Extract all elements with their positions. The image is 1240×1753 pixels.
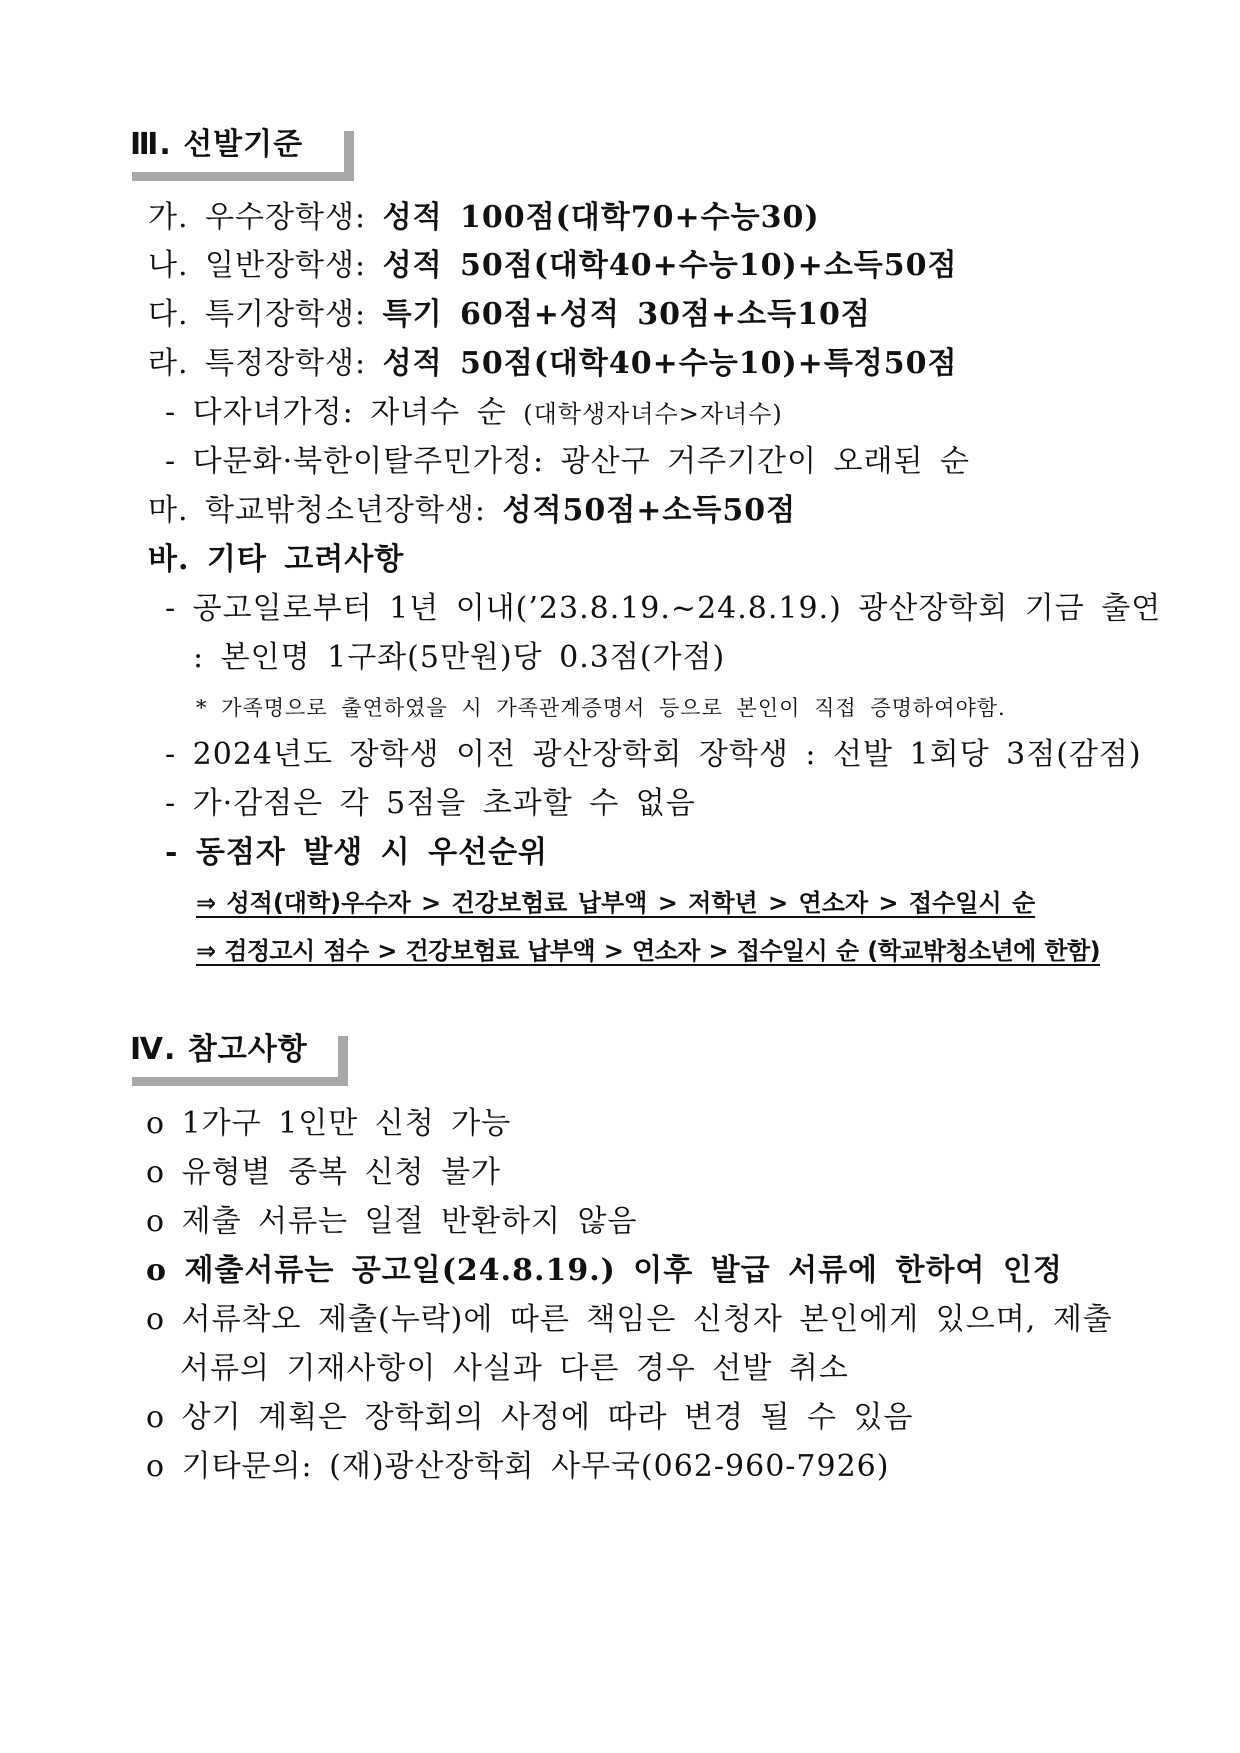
criteria-d (148, 344, 958, 384)
criteria-b-value: 성적 50점(대학40+수능10)+소득50점 (382, 248, 958, 283)
header-side-bar (344, 131, 354, 181)
note-item: o 제출 서류는 일절 반환하지 않음 (146, 1204, 638, 1239)
note-item: o 제출서류는 공고일(24.8.19.) 이후 발급 서류에 한하여 인정 (146, 1253, 1063, 1288)
criteria-f-item4: - 동점자 발생 시 우선순위 (165, 835, 549, 870)
criteria-f-item1-continued: : 본인명 1구좌(5만원)당 0.3점(가점) (193, 640, 726, 675)
note-item: o 상기 계획은 장학회의 사정에 따라 변경 될 수 있음 (146, 1400, 914, 1435)
tie-priority-line-2: ⇒ 검정고시 점수 > 건강보험료 납부액 > 연소자 > 접수일시 순 (학교밖청소년에 한함) (196, 937, 1100, 965)
section-4-title: Ⅳ. 참고사항 (130, 1032, 308, 1067)
note-item-continued: 서류의 기재사항이 사실과 다른 경우 선발 취소 (180, 1351, 849, 1386)
section-3-header (130, 125, 354, 181)
criteria-f-item1: - 공고일로부터 1년 이내(’23.8.19.~24.8.19.) 광산장학회 기금 출연 (165, 591, 1162, 626)
criteria-f-item2: - 2024년도 장학생 이전 광산장학회 장학생 : 선발 1회당 3점(감점) (165, 737, 1142, 772)
header-underline-bar (132, 172, 354, 181)
criteria-d-sub1-note: (대학생자녀수>자녀수) (523, 400, 783, 428)
tie-priority-line-1: ⇒ 성적(대학)우수자 > 건강보험료 납부액 > 저학년 > 연소자 > 접수일시 순 (196, 889, 1036, 917)
note-item: o 서류착오 제출(누락)에 따른 책임은 신청자 본인에게 있으며, 제출 (146, 1302, 1113, 1337)
criteria-c-value: 특기 60점+성적 30점+소득10점 (382, 297, 871, 332)
header-underline-bar (132, 1077, 348, 1086)
criteria-d-sub2: - 다문화·북한이탈주민가정: 광산구 거주기간이 오래된 순 (165, 444, 971, 479)
section-4-header (130, 1030, 348, 1086)
criteria-d-label: 라. 특정장학생: (148, 346, 367, 381)
criteria-a-label: 가. 우수장학생: (148, 200, 367, 235)
note-item: o 유형별 중복 신청 불가 (146, 1155, 502, 1190)
criteria-f-item3: - 가·감점은 각 5점을 초과할 수 없음 (165, 786, 696, 821)
criteria-c-label: 다. 특기장학생: (148, 297, 367, 332)
criteria-d-value: 성적 50점(대학40+수능10)+특정50점 (382, 346, 958, 381)
criteria-e (148, 491, 796, 531)
section-3-title: Ⅲ. 선발기준 (130, 127, 304, 162)
criteria-d-sub1 (165, 393, 783, 434)
note-item: o 1가구 1인만 신청 가능 (146, 1106, 512, 1141)
criteria-c (148, 295, 871, 335)
criteria-b-label: 나. 일반장학생: (148, 248, 367, 283)
criteria-a-value: 성적 100점(대학70+수능30) (382, 200, 820, 235)
criteria-d-sub1-text: - 다자녀가정: 자녀수 순 (165, 395, 507, 430)
criteria-b (148, 246, 958, 286)
criteria-e-label: 마. 학교밖청소년장학생: (148, 493, 486, 528)
header-side-bar (338, 1036, 348, 1086)
criteria-f-heading: 바. 기타 고려사항 (148, 542, 405, 577)
criteria-e-value: 성적50점+소득50점 (502, 493, 797, 528)
criteria-f-item1-note: * 가족명으로 출연하였을 시 가족관계증명서 등으로 본인이 직접 증명하여야함. (196, 696, 1006, 720)
criteria-a (148, 198, 820, 238)
note-item: o 기타문의: (재)광산장학회 사무국(062-960-7926) (146, 1449, 890, 1484)
